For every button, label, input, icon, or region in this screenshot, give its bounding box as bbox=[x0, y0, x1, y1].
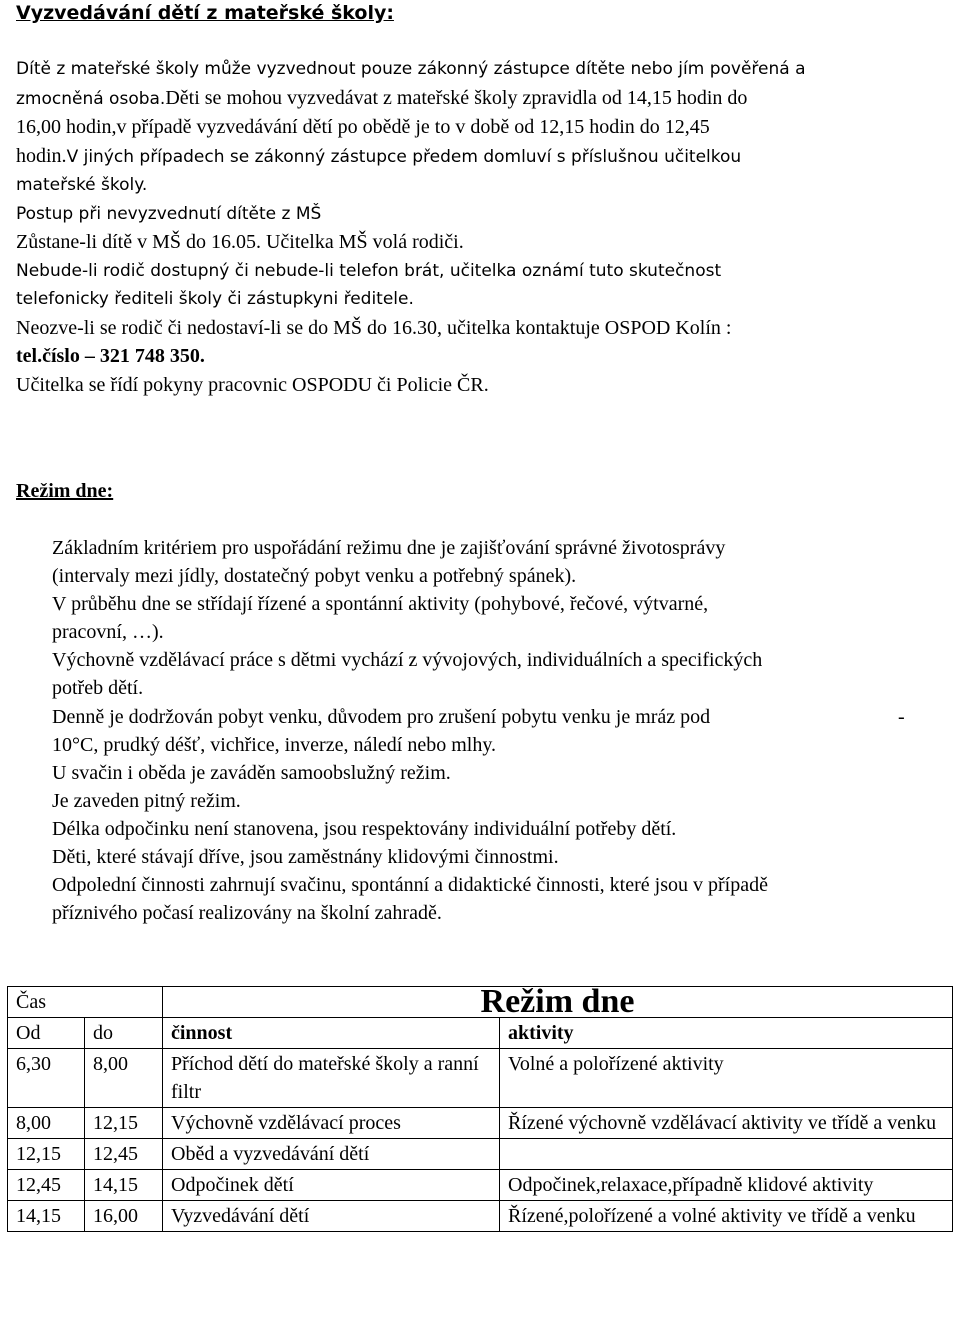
table-row bbox=[8, 1049, 953, 1108]
regime-dash: - bbox=[898, 705, 905, 728]
pickup-section bbox=[16, 55, 936, 399]
cell-aktivity: Řízené výchovně vzdělávací aktivity ve třídě a venku bbox=[500, 1108, 953, 1139]
regime-line: příznivého počasí realizovány na školní zahradě. bbox=[52, 902, 442, 925]
regime-section bbox=[52, 534, 942, 927]
pickup-line: Dítě z mateřské školy může vyzvednout pouze zákonný zástupce dítěte nebo jím pověřená a bbox=[16, 59, 806, 79]
table-row bbox=[8, 1108, 953, 1139]
cell-aktivity: Volné a polořízené aktivity bbox=[500, 1049, 953, 1108]
regime-line: Denně je dodržován pobyt venku, důvodem pro zrušení pobytu venku je mráz pod - bbox=[52, 703, 942, 731]
header-od: Od bbox=[8, 1018, 85, 1049]
cell-aktivity: Odpočinek,relaxace,případně klidové aktivity bbox=[500, 1170, 953, 1201]
cell-cinnost: Vyzvedávání dětí bbox=[163, 1201, 500, 1232]
pickup-line: hodin.V jiných případech se zákonný zástupce předem domluví s příslušnou učitelkou bbox=[16, 144, 742, 167]
pickup-line: Zůstane-li dítě v MŠ do 16.05. Učitelka MŠ volá rodiči. bbox=[16, 231, 464, 253]
cell-od: 12,15 bbox=[8, 1139, 85, 1170]
regime-line: 10°C, prudký déšť, vichřice, inverze, náledí nebo mlhy. bbox=[52, 733, 497, 756]
regime-line: Odpolední činnosti zahrnují svačinu, spontánní a didaktické činnosti, které jsou v případě bbox=[52, 874, 768, 897]
heading-pickup: Vyzvedávání dětí z mateřské školy: bbox=[16, 2, 394, 24]
cell-od: 8,00 bbox=[8, 1108, 85, 1139]
cell-od: 12,45 bbox=[8, 1170, 85, 1201]
cell-aktivity bbox=[500, 1139, 953, 1170]
regime-line: Základním kritériem pro uspořádání režimu dne je zajišťování správné životosprávy bbox=[52, 537, 726, 559]
cell-do: 16,00 bbox=[85, 1201, 163, 1232]
regime-line: Délka odpočinku není stanovena, jsou respektovány individuální potřeby dětí. bbox=[52, 817, 677, 840]
cell-do: 8,00 bbox=[85, 1049, 163, 1108]
pickup-line: Neozve-li se rodič či nedostaví-li se do MŠ do 16.30, učitelka kontaktuje OSPOD Kolín : bbox=[16, 316, 732, 339]
heading-regime: Režim dne: bbox=[16, 480, 114, 502]
cas-label: Čas bbox=[8, 987, 163, 1018]
header-do: do bbox=[85, 1018, 163, 1049]
cell-od: 14,15 bbox=[8, 1201, 85, 1232]
regime-line: U svačin i oběda je zaváděn samoobslužný režim. bbox=[52, 761, 451, 784]
table-title: Režim dne bbox=[163, 987, 953, 1018]
cell-do: 12,15 bbox=[85, 1108, 163, 1139]
pickup-line: Učitelka se řídí pokyny pracovnic OSPODU či Policie ČR. bbox=[16, 373, 489, 396]
cell-cinnost: Oběd a vyzvedávání dětí bbox=[163, 1139, 500, 1170]
ospod-phone: tel.číslo – 321 748 350. bbox=[16, 345, 205, 367]
header-cinnost: činnost bbox=[163, 1018, 500, 1049]
cell-cinnost: Odpočinek dětí bbox=[163, 1170, 500, 1201]
table-row bbox=[8, 1170, 953, 1201]
pickup-line: 16,00 hodin,v případě vyzvedávání dětí po obědě je to v době od 12,15 hodin do 12,45 bbox=[16, 116, 710, 138]
pickup-procedure-heading: Postup při nevyzvednutí dítěte z MŠ bbox=[16, 203, 322, 224]
cell-do: 12,45 bbox=[85, 1139, 163, 1170]
regime-line: Je zaveden pitný režim. bbox=[52, 789, 241, 812]
cell-cinnost: Výchovně vzdělávací proces bbox=[163, 1108, 500, 1139]
cell-od: 6,30 bbox=[8, 1049, 85, 1108]
header-aktivity: aktivity bbox=[500, 1018, 953, 1049]
table-row bbox=[8, 1201, 953, 1232]
pickup-line: mateřské školy. bbox=[16, 175, 148, 195]
regime-line: V průběhu dne se střídají řízené a spontánní aktivity (pohybové, řečové, výtvarné, bbox=[52, 593, 709, 616]
table-header-row bbox=[8, 1018, 953, 1049]
table-title-row bbox=[8, 987, 953, 1018]
cell-cinnost: Příchod dětí do mateřské školy a ranní filtr bbox=[163, 1049, 500, 1108]
pickup-line: Nebude-li rodič dostupný či nebude-li telefon brát, učitelka oznámí tuto skutečnost bbox=[16, 260, 722, 281]
regime-line: (intervaly mezi jídly, dostatečný pobyt venku a potřebný spánek). bbox=[52, 565, 577, 588]
regime-line: potřeb dětí. bbox=[52, 677, 144, 700]
regime-line: Výchovně vzdělávací práce s dětmi vychází z vývojových, individuálních a specifických bbox=[52, 649, 763, 672]
cell-do: 14,15 bbox=[85, 1170, 163, 1201]
daily-schedule-table bbox=[7, 983, 953, 1232]
cell-aktivity: Řízené,polořízené a volné aktivity ve třídě a venku bbox=[500, 1201, 953, 1232]
table-row bbox=[8, 1139, 953, 1170]
regime-line: pracovní, …). bbox=[52, 621, 164, 644]
regime-line: Děti, které stávají dříve, jsou zaměstnány klidovými činnostmi. bbox=[52, 846, 559, 869]
pickup-line: zmocněná osoba.Děti se mohou vyzvedávat z mateřské školy zpravidla od 14,15 hodin do bbox=[16, 86, 748, 109]
pickup-line: telefonicky řediteli školy či zástupkyni ředitele. bbox=[16, 289, 414, 309]
